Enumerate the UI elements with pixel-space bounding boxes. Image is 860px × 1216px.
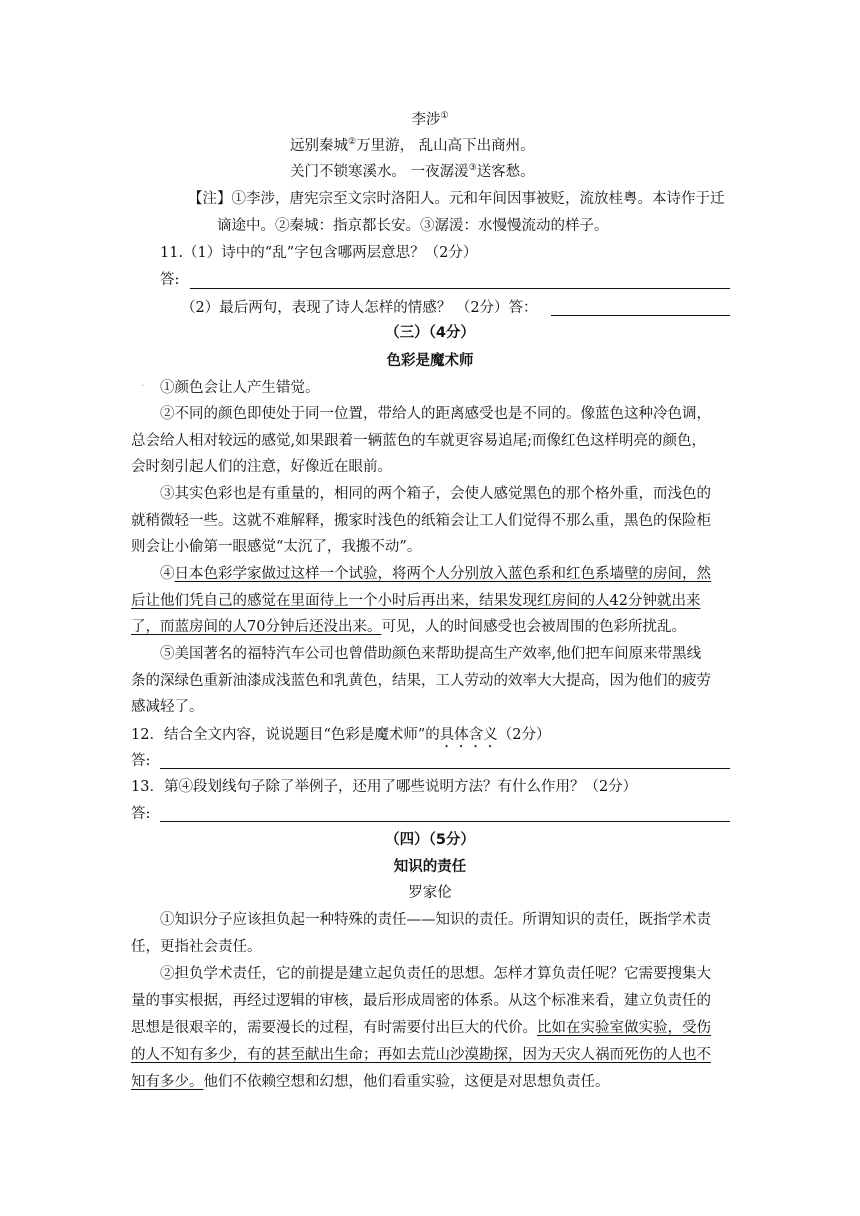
s3-p5-line-1: ⑤美国著名的福特汽车公司也曾借助颜色来帮助提高生产效率,他们把车间原来带黑线 [160, 646, 702, 662]
question-11-part-1: 11.（1）诗中的“乱”字包含哪两层意思？（2分） [160, 245, 478, 261]
poem-line-1: 远别秦城②万里游， 乱山高下出商州。 [290, 137, 535, 154]
s3-p5-line-3: 感减轻了。 [131, 699, 204, 715]
section-3-title: 色彩是魔术师 [386, 353, 474, 369]
s3-p5-line-2: 条的深绿色重新油漆成浅蓝色和乳黄色，结果，工人劳动的效率大大提高，因为他们的疲劳 [131, 673, 711, 689]
answer-line-12[interactable] [160, 768, 730, 769]
s4-p2-line-1: ②担负学术责任，它的前提是建立起负责任的思想。怎样才算负责任呢？它需要搜集大 [160, 966, 711, 982]
section-3-header: （三）（4分） [385, 325, 475, 341]
s4-p2-line-5: 知有多少。他们不依赖空想和幻想，他们看重实验，这便是对思想负责任。 [131, 1074, 610, 1090]
s4-p2-line-4: 的人不知有多少，有的甚至献出生命；再如去荒山沙漠勘探，因为天灾人祸而死伤的人也不 [131, 1047, 711, 1063]
s3-p3-line-3: 则会让小偷第一眼感觉“太沉了，我搬不动”。 [131, 539, 422, 555]
poem-note-line-1: 【注】①李涉，唐宪宗至文宗时洛阳人。元和年间因事被贬，流放桂粤。本诗作于迁 [188, 191, 725, 207]
s3-p4-line-1: ④日本色彩学家做过这样一个试验，将两个人分别放入蓝色系和红色系墙壁的房间，然 [160, 566, 711, 582]
answer-line-11-2[interactable] [551, 315, 730, 316]
question-11-part-2: （2）最后两句，表现了诗人怎样的情感？ （2分）答： [181, 300, 538, 316]
s3-p3-line-2: 就稍微轻一些。这就不难解释，搬家时浅色的纸箱会让工人们觉得不那么重，黑色的保险柜 [131, 513, 711, 529]
section-4-author: 罗家伦 [408, 885, 452, 901]
s4-p1-line-2: 任，更指社会责任。 [131, 939, 262, 955]
question-13: 13．第④段划线句子除了举例子，还用了哪些说明方法？有什么作用？（2分） [131, 779, 638, 795]
section-3-marker: . [141, 378, 145, 389]
s3-p4-line-3: 了，而蓝房间的人70分钟后还没出来。可见，人的时间感受也会被周围的色彩所扰乱。 [131, 619, 686, 635]
answer-label-13: 答: [131, 806, 151, 822]
s3-p4-line-2: 后让他们凭自己的感觉在里面待上一个小时后再出来，结果发现红房间的人42分钟就出来 [131, 593, 701, 609]
poem-line-2: 关门不锁寒溪水。 一夜潺湲③送客愁。 [290, 163, 535, 180]
s4-p2-line-2: 量的事实根据，再经过逻辑的审核，最后形成周密的体系。从这个标准来看，建立负责任的 [131, 993, 711, 1009]
s4-p1-line-1: ①知识分子应该担负起一种特殊的责任——知识的责任。所谓知识的责任，既指学术责 [160, 912, 711, 928]
answer-label-12: 答: [131, 753, 151, 769]
answer-line-11-1[interactable] [190, 288, 730, 289]
s3-p2-line-3: 会时刻引起人们的注意，好像近在眼前。 [131, 459, 392, 475]
s3-p2-line-1: ②不同的颜色即使处于同一位置，带给人的距离感受也是不同的。像蓝色这种冷色调， [160, 406, 711, 422]
s3-p2-line-2: 总会给人相对较远的感觉,如果跟着一辆蓝色的车就更容易追尾;而像红色这样明亮的颜色， [131, 433, 706, 449]
s3-p3-line-1: ③其实色彩也是有重量的，相同的两个箱子，会使人感觉黑色的那个格外重，而浅色的 [160, 486, 711, 502]
answer-label-11-1: 答: [160, 272, 180, 288]
section-4-title: 知识的责任 [393, 859, 467, 875]
answer-line-13[interactable] [160, 821, 730, 822]
question-12: 12．结合全文内容，说说题目“色彩是魔术师”的具体含义（2分） [131, 727, 551, 743]
section-4-header: （四）（5分） [385, 832, 475, 848]
s3-paragraph-1: ①颜色会让人产生错觉。 [160, 380, 320, 396]
poem-note-line-2: 谪途中。②秦城：指京都长安。③潺湲：水慢慢流动的样子。 [217, 218, 609, 234]
poem-author: 李涉① [411, 111, 449, 128]
s4-p2-line-3: 思想是很艰辛的，需要漫长的过程，有时需要付出巨大的代价。比如在实验室做实验，受伤 [131, 1020, 711, 1036]
